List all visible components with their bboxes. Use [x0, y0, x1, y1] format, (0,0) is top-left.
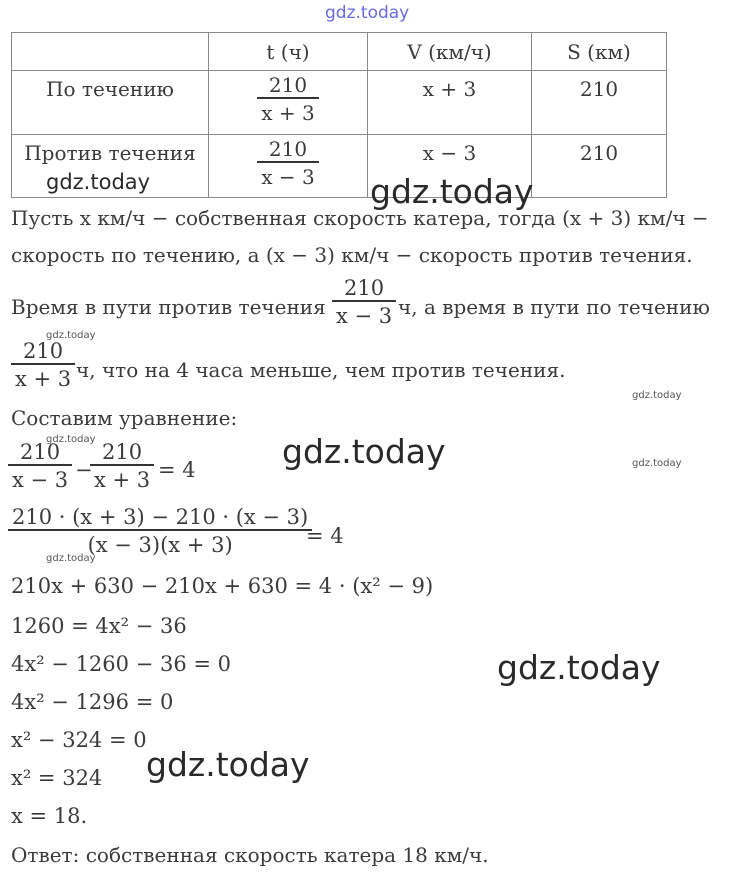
watermark-small: gdz.today [46, 434, 96, 445]
solution-line: x = 18. [11, 804, 88, 828]
fraction-numerator: 210 [20, 440, 61, 464]
speed-value: x − 3 [422, 141, 477, 165]
fraction-numerator: 210 [23, 339, 64, 363]
watermark: gdz.today [370, 172, 534, 211]
speed-value: x + 3 [422, 77, 477, 101]
paragraph-line: скорость по течению, а (x − 3) км/ч − скорость против течения. [11, 243, 693, 267]
fraction-numerator: 210 [268, 73, 308, 97]
fraction-denominator: x + 3 [90, 464, 154, 492]
time-cell [209, 135, 368, 198]
row-label-text: По течению [46, 77, 174, 101]
table-header-row [12, 33, 667, 71]
equals-four: = 4 [306, 524, 344, 548]
solution-line: 1260 = 4x² − 36 [11, 614, 187, 638]
table-row [12, 71, 667, 135]
solution-line: 210x + 630 − 210x + 630 = 4 · (x² − 9) [11, 574, 434, 598]
inline-fraction [11, 339, 75, 391]
row-label-text: Против течения [24, 141, 196, 165]
time-fraction [257, 137, 318, 189]
solution-line: x² = 324 [11, 766, 103, 790]
paragraph-line: Пусть x км/ч − собственная скорость катера, тогда (x + 3) км/ч − [11, 206, 709, 230]
fraction-denominator: x − 3 [8, 464, 72, 492]
row-label [12, 71, 209, 135]
watermark-small: gdz.today [46, 330, 96, 341]
watermark: gdz.today [146, 745, 310, 784]
watermark-small: gdz.today [632, 390, 682, 401]
distance-value: 210 [579, 77, 619, 101]
fraction-numerator: 210 [344, 276, 385, 300]
equals-four: = 4 [158, 458, 196, 482]
speed-cell [368, 71, 532, 135]
solution-line: 4x² − 1260 − 36 = 0 [11, 652, 231, 676]
minus-sign: − [75, 458, 93, 482]
distance-value: 210 [579, 141, 619, 165]
equation-fraction [90, 440, 154, 492]
time-fraction [257, 73, 318, 125]
time-cell [209, 71, 368, 135]
table-header-cell [12, 33, 209, 71]
watermark-top: gdz.today [325, 3, 410, 23]
fraction-denominator: x − 3 [332, 300, 396, 328]
solution-line: x² − 324 = 0 [11, 728, 147, 752]
watermark: gdz.today [497, 648, 661, 687]
fraction-denominator: x + 3 [11, 363, 75, 391]
fraction-denominator: x − 3 [257, 161, 318, 189]
fraction-numerator: 210 · (x + 3) − 210 · (x − 3) [12, 505, 309, 529]
equation-fraction [8, 440, 72, 492]
fraction-numerator: 210 [102, 440, 143, 464]
fraction-numerator: 210 [268, 137, 308, 161]
watermark: gdz.today [46, 170, 151, 194]
paragraph-line: ч, а время в пути по течению [398, 295, 710, 319]
paragraph-line: Время в пути против течения [11, 295, 326, 319]
inline-fraction [332, 276, 396, 328]
distance-cell [532, 71, 667, 135]
table-header-cell: t (ч) [209, 33, 368, 71]
solution-line: 4x² − 1296 = 0 [11, 690, 174, 714]
watermark: gdz.today [282, 432, 446, 471]
watermark-small: gdz.today [46, 553, 96, 564]
fraction-denominator: x + 3 [257, 97, 318, 125]
paragraph-line: Составим уравнение: [11, 406, 238, 430]
distance-cell [532, 135, 667, 198]
fraction-denominator: (x − 3)(x + 3) [8, 529, 312, 557]
table-header-cell: S (км) [532, 33, 667, 71]
table-header-cell: V (км/ч) [368, 33, 532, 71]
equation-fraction [8, 505, 312, 557]
watermark-small: gdz.today [632, 458, 682, 469]
paragraph-line: ч, что на 4 часа меньше, чем против течения. [76, 358, 566, 382]
answer-line: Ответ: собственная скорость катера 18 км/ч. [11, 843, 489, 867]
